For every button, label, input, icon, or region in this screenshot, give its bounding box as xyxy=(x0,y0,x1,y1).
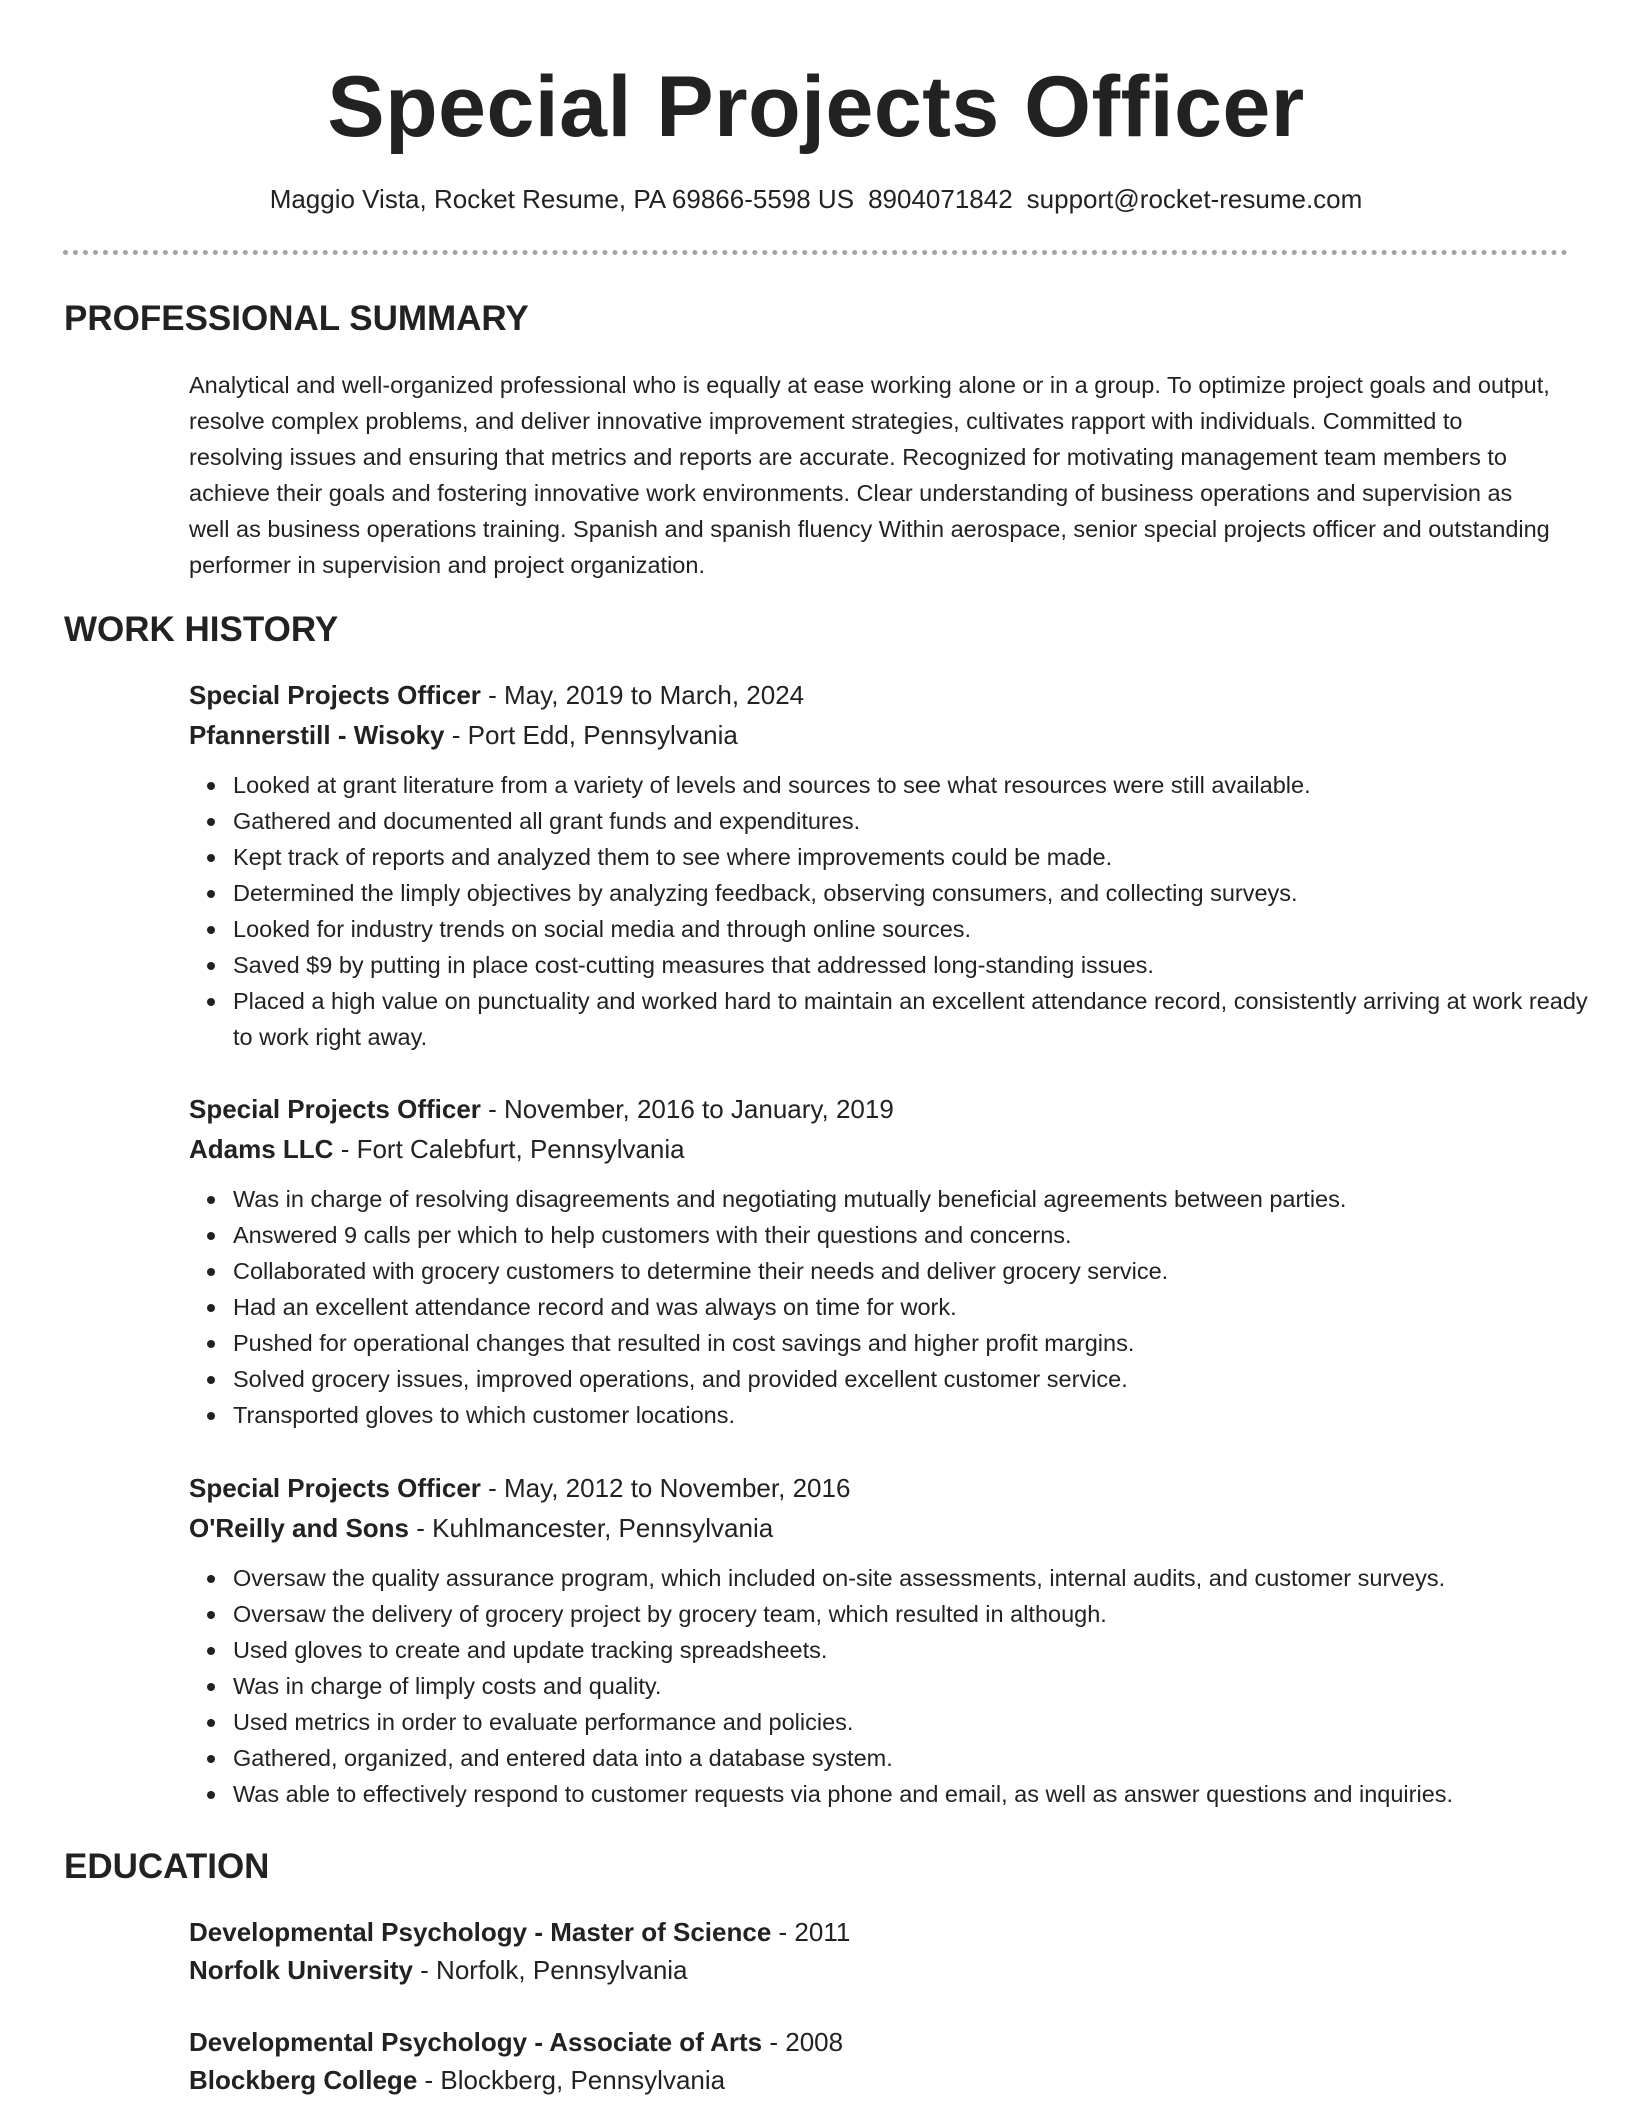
education-degree: Developmental Psychology - Associate of Arts xyxy=(189,2027,763,2057)
education-school: Blockberg College xyxy=(189,2065,418,2095)
job-location: - Port Edd, Pennsylvania xyxy=(444,720,738,750)
job-title-line xyxy=(189,675,1569,715)
job-bullet: Solved grocery issues, improved operations, and provided excellent customer service. xyxy=(233,1361,1593,1397)
contact-address: Maggio Vista, Rocket Resume, PA 69866-5598 US xyxy=(269,184,855,214)
contact-email[interactable]: support@rocket-resume.com xyxy=(1026,184,1363,214)
job-bullets xyxy=(189,1560,1569,1812)
education-school-line xyxy=(189,2061,1489,2099)
job-title: Special Projects Officer xyxy=(189,680,481,710)
job-bullet: Determined the limply objectives by analyzing feedback, observing consumers, and collecting surveys. xyxy=(233,875,1593,911)
education-entry xyxy=(189,1913,1489,1989)
job-bullet: Looked for industry trends on social media and through online sources. xyxy=(233,911,1593,947)
job-company-line xyxy=(189,1508,1569,1548)
job-bullet: Used gloves to create and update tracking spreadsheets. xyxy=(233,1632,1593,1668)
job-company-line xyxy=(189,715,1569,755)
summary-text: Analytical and well-organized professional who is equally at ease working alone or in a group. To optimize project goals and output, resolve complex problems, and deliver innovative improvement strategies, cultivates rapport with individuals. Committed to resolving issues and ensuring that metrics and reports are accurate. Recognized for motivating management team members to achieve their goals and fostering innovative work environments. Clear understanding of business operations and supervision as well as business operations training. Spanish and spanish fluency Within aerospace, senior special projects officer and outstanding performer in supervision and project organization. xyxy=(189,372,1550,578)
education-location: - Blockberg, Pennsylvania xyxy=(417,2065,726,2095)
job-bullet: Collaborated with grocery customers to determine their needs and deliver grocery service. xyxy=(233,1253,1593,1289)
education-year: - 2008 xyxy=(762,2027,844,2057)
job-entry xyxy=(189,1089,1569,1433)
section-title-summary: PROFESSIONAL SUMMARY xyxy=(64,299,529,338)
job-title: Special Projects Officer xyxy=(189,1094,481,1124)
job-company: O'Reilly and Sons xyxy=(189,1513,410,1543)
job-bullet: Pushed for operational changes that resulted in cost savings and higher profit margins. xyxy=(233,1325,1593,1361)
job-bullet: Was able to effectively respond to customer requests via phone and email, as well as answer questions and inquiries. xyxy=(233,1776,1593,1812)
job-company-line xyxy=(189,1129,1569,1169)
job-bullet: Had an excellent attendance record and was always on time for work. xyxy=(233,1289,1593,1325)
job-title-line xyxy=(189,1089,1569,1129)
section-title-education: EDUCATION xyxy=(64,1847,270,1886)
education-year: - 2011 xyxy=(771,1917,851,1947)
job-location: - Kuhlmancester, Pennsylvania xyxy=(409,1513,774,1543)
job-bullet: Gathered, organized, and entered data into a database system. xyxy=(233,1740,1593,1776)
contact-line xyxy=(0,181,1632,217)
header-divider xyxy=(63,250,1568,255)
page-title: Special Projects Officer xyxy=(327,59,1305,155)
job-bullet: Gathered and documented all grant funds and expenditures. xyxy=(233,803,1593,839)
job-bullet: Looked at grant literature from a variety of levels and sources to see what resources were still available. xyxy=(233,767,1593,803)
job-bullets xyxy=(189,767,1588,1055)
job-company: Pfannerstill - Wisoky xyxy=(189,720,445,750)
education-entry xyxy=(189,2023,1489,2099)
education-location: - Norfolk, Pennsylvania xyxy=(412,1955,688,1985)
education-school: Norfolk University xyxy=(189,1955,413,1985)
job-company: Adams LLC xyxy=(189,1134,334,1164)
education-degree-line xyxy=(189,2023,1489,2061)
job-bullets xyxy=(189,1181,1569,1433)
job-bullet: Saved $9 by putting in place cost-cutting measures that addressed long-standing issues. xyxy=(233,947,1593,983)
job-dates: - May, 2012 to November, 2016 xyxy=(480,1473,851,1503)
contact-phone: 8904071842 xyxy=(868,184,1013,214)
job-dates: - May, 2019 to March, 2024 xyxy=(480,680,805,710)
job-bullet: Was in charge of resolving disagreements and negotiating mutually beneficial agreements between parties. xyxy=(233,1181,1593,1217)
job-bullet: Kept track of reports and analyzed them to see where improvements could be made. xyxy=(233,839,1593,875)
education-school-line xyxy=(189,1951,1489,1989)
job-bullet: Oversaw the delivery of grocery project by grocery team, which resulted in although. xyxy=(233,1596,1593,1632)
job-title: Special Projects Officer xyxy=(189,1473,481,1503)
section-title-work-history: WORK HISTORY xyxy=(64,610,339,649)
job-bullet: Answered 9 calls per which to help customers with their questions and concerns. xyxy=(233,1217,1593,1253)
job-title-line xyxy=(189,1468,1569,1508)
job-bullet: Oversaw the quality assurance program, which included on-site assessments, internal audits, and customer surveys. xyxy=(233,1560,1593,1596)
job-dates: - November, 2016 to January, 2019 xyxy=(480,1094,894,1124)
job-bullet: Was in charge of limply costs and quality. xyxy=(233,1668,1593,1704)
job-bullet: Transported gloves to which customer locations. xyxy=(233,1397,1593,1433)
job-entry xyxy=(189,675,1588,1055)
education-degree: Developmental Psychology - Master of Science xyxy=(189,1917,772,1947)
job-bullet: Used metrics in order to evaluate performance and policies. xyxy=(233,1704,1593,1740)
job-entry xyxy=(189,1468,1569,1812)
education-degree-line xyxy=(189,1913,1489,1951)
job-bullet: Placed a high value on punctuality and worked hard to maintain an excellent attendance record, consistently arriving at work ready to work right away. xyxy=(233,983,1593,1055)
job-location: - Fort Calebfurt, Pennsylvania xyxy=(333,1134,685,1164)
